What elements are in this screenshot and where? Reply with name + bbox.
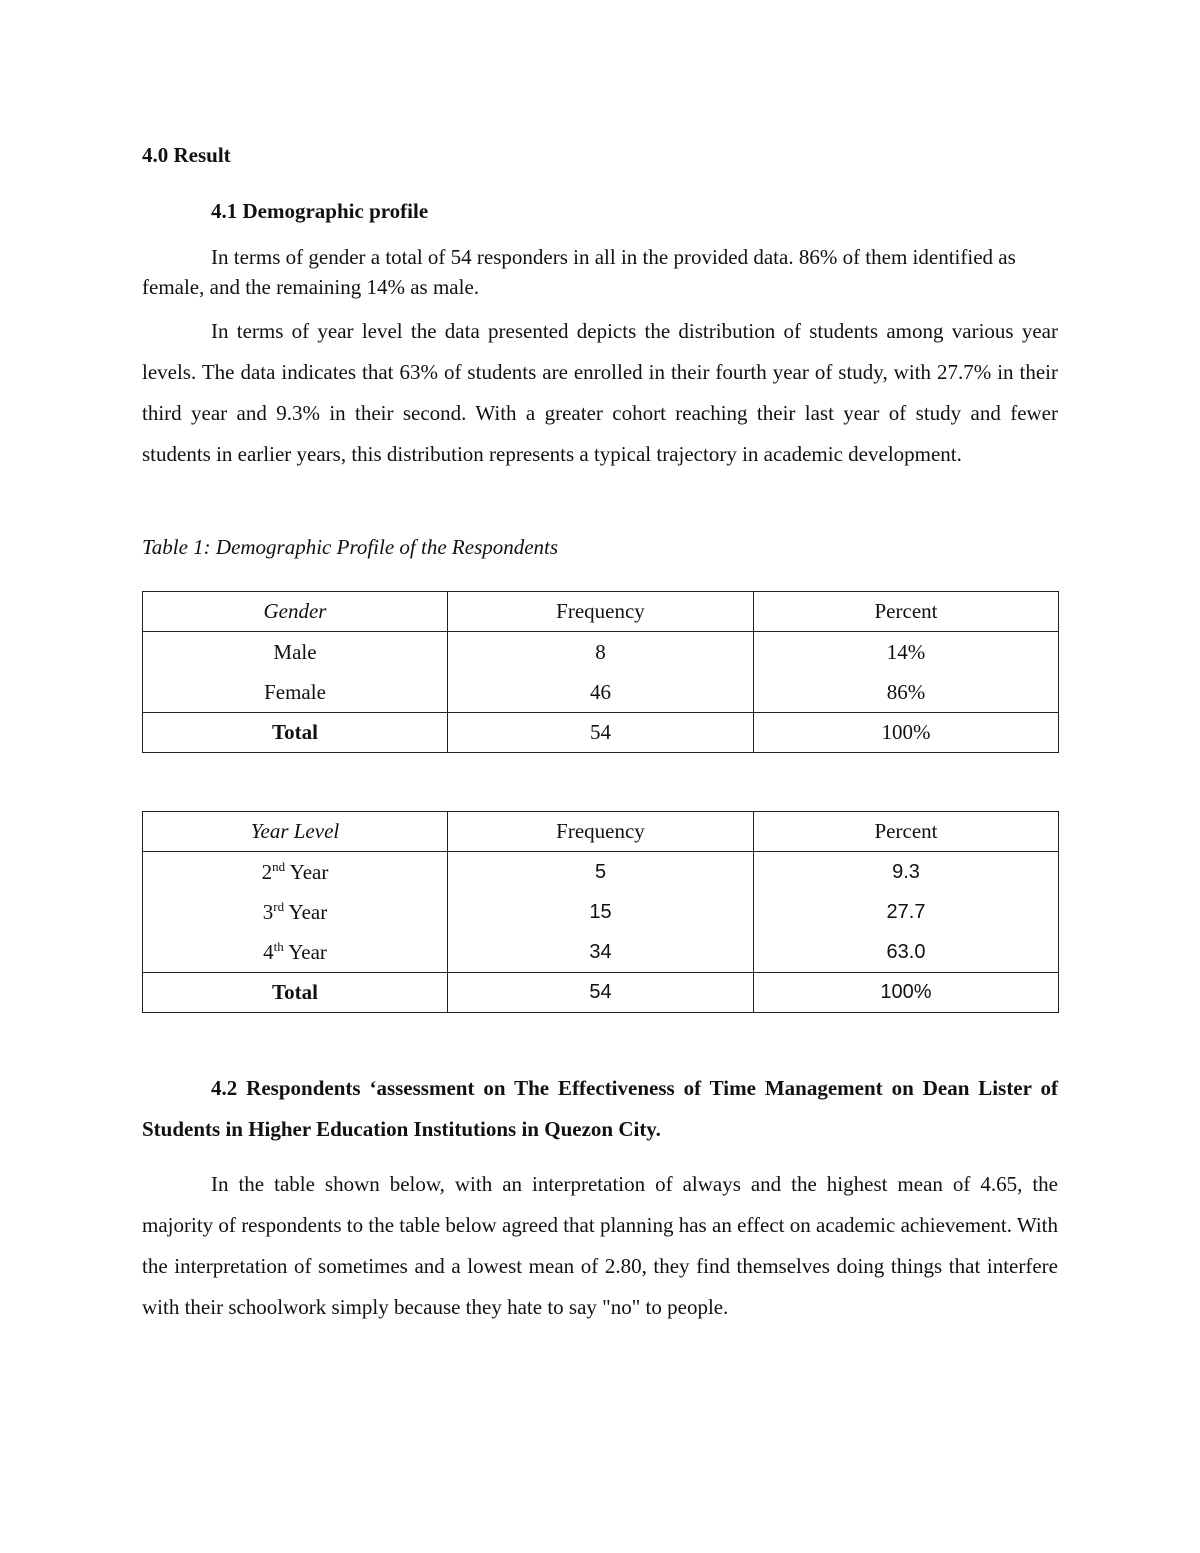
table-row (143, 632, 1059, 673)
cell-frequency: 8 (448, 632, 754, 673)
cell-total-frequency: 54 (448, 713, 754, 753)
cell-total-label: Total (143, 713, 448, 753)
paragraph-year-level: In terms of year level the data presented depicts the distribution of students among various year levels. The data indicates that 63% of students are enrolled in their fourth year of study, with 27.7% in their third year and 9.3% in their second. With a greater cohort reaching their last year of study and fewer students in earlier years, this distribution represents a typical trajectory in academic development. (142, 319, 1058, 466)
table-row (143, 932, 1059, 973)
cell-year-level: 4th Year (143, 932, 448, 973)
table-row (143, 852, 1059, 893)
paragraph-assessment: In the table shown below, with an interpretation of always and the highest mean of 4.65, the majority of respondents to the table below agreed that planning has an effect on academic achievement. With the interpretation of sometimes and a lowest mean of 2.80, they find themselves doing things that interfere with their schoolwork simply because they hate to say "no" to people. (142, 1172, 1058, 1319)
cell-frequency: 15 (448, 892, 754, 932)
table-header-row (143, 592, 1059, 632)
cell-percent: 63.0 (754, 932, 1059, 973)
cell-frequency: 46 (448, 672, 754, 713)
header-percent: Percent (754, 592, 1059, 632)
cell-frequency: 5 (448, 852, 754, 893)
header-frequency: Frequency (448, 812, 754, 852)
table-row (143, 892, 1059, 932)
year-level-table (142, 811, 1059, 1013)
cell-total-percent: 100% (754, 973, 1059, 1013)
section-title: 4.0 Result (142, 143, 231, 167)
cell-gender: Male (143, 632, 448, 673)
cell-percent: 9.3 (754, 852, 1059, 893)
gender-table (142, 591, 1059, 753)
subsection-title-demographic: 4.1 Demographic profile (211, 199, 429, 223)
cell-year-level: 3rd Year (143, 892, 448, 932)
header-percent: Percent (754, 812, 1059, 852)
subsection-title-assessment: 4.2 Respondents ‘assessment on The Effectiveness of Time Management on Dean Lister of Students in Higher Education Institutions in Quezon City. (142, 1076, 1058, 1141)
table-header-row (143, 812, 1059, 852)
cell-percent: 27.7 (754, 892, 1059, 932)
table-total-row (143, 973, 1059, 1013)
cell-total-label: Total (143, 973, 448, 1013)
header-frequency: Frequency (448, 592, 754, 632)
table-row (143, 672, 1059, 713)
cell-year-level: 2nd Year (143, 852, 448, 893)
cell-total-percent: 100% (754, 713, 1059, 753)
table-caption: Table 1: Demographic Profile of the Respondents (142, 535, 559, 559)
cell-percent: 14% (754, 632, 1059, 673)
table-total-row (143, 713, 1059, 753)
paragraph-gender: In terms of gender a total of 54 responders in all in the provided data. 86% of them identified as female, and the remaining 14% as male. (142, 245, 1016, 299)
cell-total-frequency: 54 (448, 973, 754, 1013)
cell-gender: Female (143, 672, 448, 713)
header-gender: Gender (143, 592, 448, 632)
cell-percent: 86% (754, 672, 1059, 713)
header-year-level: Year Level (143, 812, 448, 852)
cell-frequency: 34 (448, 932, 754, 973)
